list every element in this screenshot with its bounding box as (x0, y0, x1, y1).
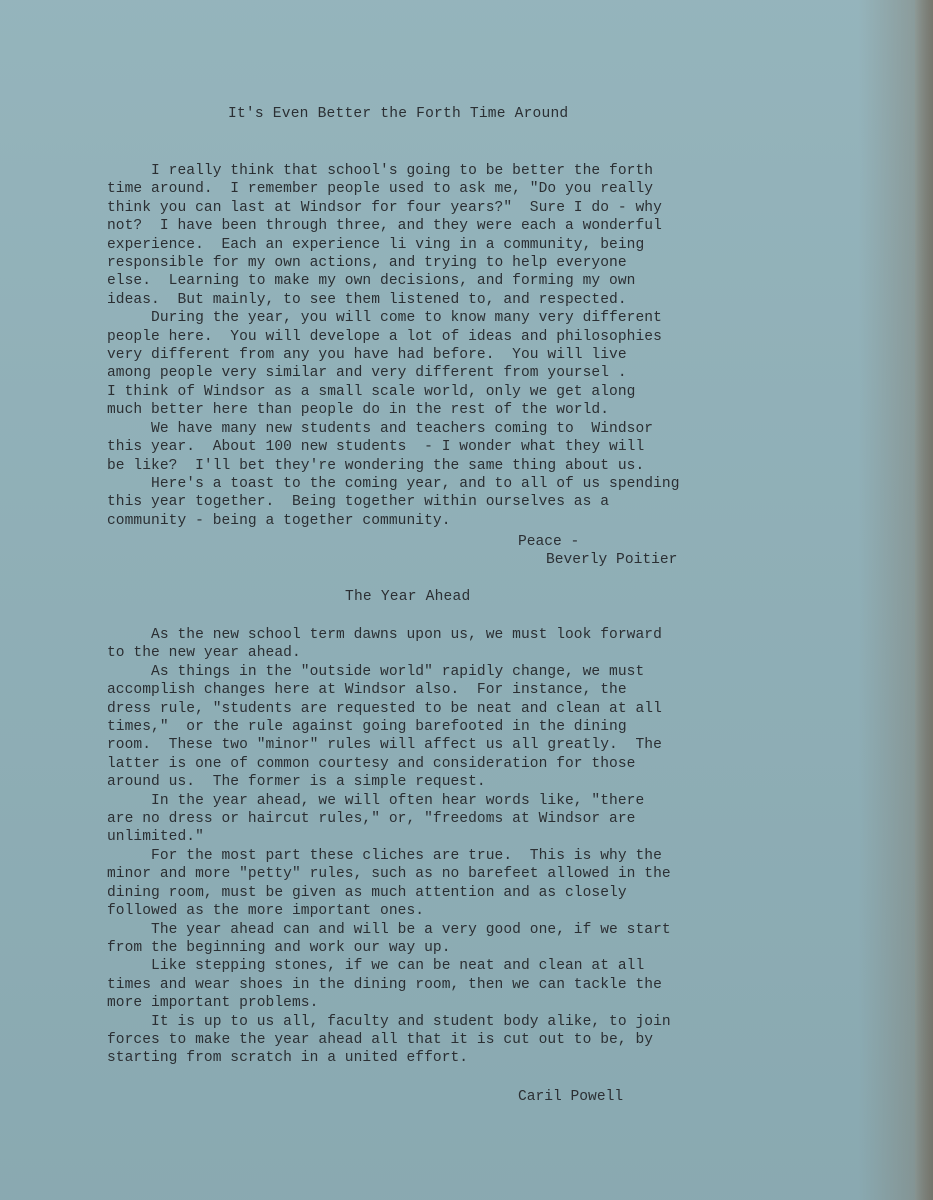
text-line: forces to make the year ahead all that it is cut out to be, by (107, 1031, 654, 1048)
text-line: Here's a toast to the coming year, and to all of us spending (107, 475, 680, 492)
article1-author: Beverly Poitier (546, 552, 678, 568)
text-line: followed as the more important ones. (107, 903, 425, 920)
text-line: For the most part these cliches are true. This is why the (107, 847, 662, 864)
text-line: Like stepping stones, if we can be neat and clean at all (107, 958, 645, 975)
text-line: During the year, you will come to know many very different (107, 310, 662, 327)
article1-closing: Peace - (518, 534, 580, 550)
text-line: As the new school term dawns upon us, we must look forward (107, 627, 662, 643)
text-line: among people very similar and very different from yoursel . (107, 365, 627, 382)
text-line: this year together. Being together within ourselves as a (107, 494, 610, 511)
text-line: In the year ahead, we will often hear words like, "there (107, 792, 645, 809)
text-line: room. These two "minor" rules will affect us all greatly. The (107, 737, 662, 754)
article1-body (107, 162, 727, 530)
text-line: minor and more "petty" rules, such as no barefeet allowed in the (107, 866, 671, 883)
text-line: unlimited." (107, 829, 204, 846)
text-line: dress rule, "students are requested to be neat and clean at all (107, 700, 662, 717)
text-line: As things in the "outside world" rapidly change, we must (107, 663, 645, 680)
text-line: ideas. But mainly, to see them listened to, and respected. (107, 291, 627, 308)
text-line: We have many new students and teachers coming to Windsor (107, 420, 654, 437)
text-line: experience. Each an experience li ving in a community, being (107, 236, 645, 253)
text-line: from the beginning and work our way up. (107, 939, 451, 956)
text-line: starting from scratch in a united effort. (107, 1050, 469, 1067)
article2-author: Caril Powell (518, 1089, 624, 1105)
text-line: time around. I remember people used to ask me, "Do you really (107, 181, 654, 198)
text-line: more important problems. (107, 995, 319, 1012)
text-line: be like? I'll bet they're wondering the same thing about us. (107, 457, 645, 474)
text-line: community - being a together community. (107, 512, 451, 529)
article2-title: The Year Ahead (345, 589, 471, 605)
text-line: times and wear shoes in the dining room, then we can tackle the (107, 976, 662, 993)
text-line: think you can last at Windsor for four years?" Sure I do - why (107, 199, 662, 216)
text-line: The year ahead can and will be a very good one, if we start (107, 921, 671, 938)
text-line: not? I have been through three, and they were each a wonderful (107, 218, 662, 235)
text-line: I really think that school's going to be better the forth (107, 163, 654, 179)
article2-body (107, 626, 727, 1068)
text-line: accomplish changes here at Windsor also. For instance, the (107, 682, 627, 699)
text-line: to the new year ahead. (107, 645, 301, 662)
text-line: very different from any you have had before. You will live (107, 347, 627, 364)
text-line: latter is one of common courtesy and consideration for those (107, 755, 636, 772)
text-line: people here. You will develope a lot of ideas and philosophies (107, 328, 662, 345)
text-line: are no dress or haircut rules," or, "freedoms at Windsor are (107, 811, 636, 828)
text-line: It is up to us all, faculty and student body alike, to join (107, 1013, 671, 1030)
text-line: around us. The former is a simple request. (107, 774, 486, 791)
article1-title: It's Even Better the Forth Time Around (228, 106, 569, 122)
text-line: times," or the rule against going barefooted in the dining (107, 719, 627, 736)
text-line: else. Learning to make my own decisions, and forming my own (107, 273, 636, 290)
text-line: responsible for my own actions, and trying to help everyone (107, 255, 627, 272)
text-line: much better here than people do in the rest of the world. (107, 402, 610, 419)
text-line: I think of Windsor as a small scale world, only we get along (107, 383, 636, 400)
text-line: this year. About 100 new students - I wonder what they will (107, 439, 645, 456)
text-line: dining room, must be given as much attention and as closely (107, 884, 627, 901)
